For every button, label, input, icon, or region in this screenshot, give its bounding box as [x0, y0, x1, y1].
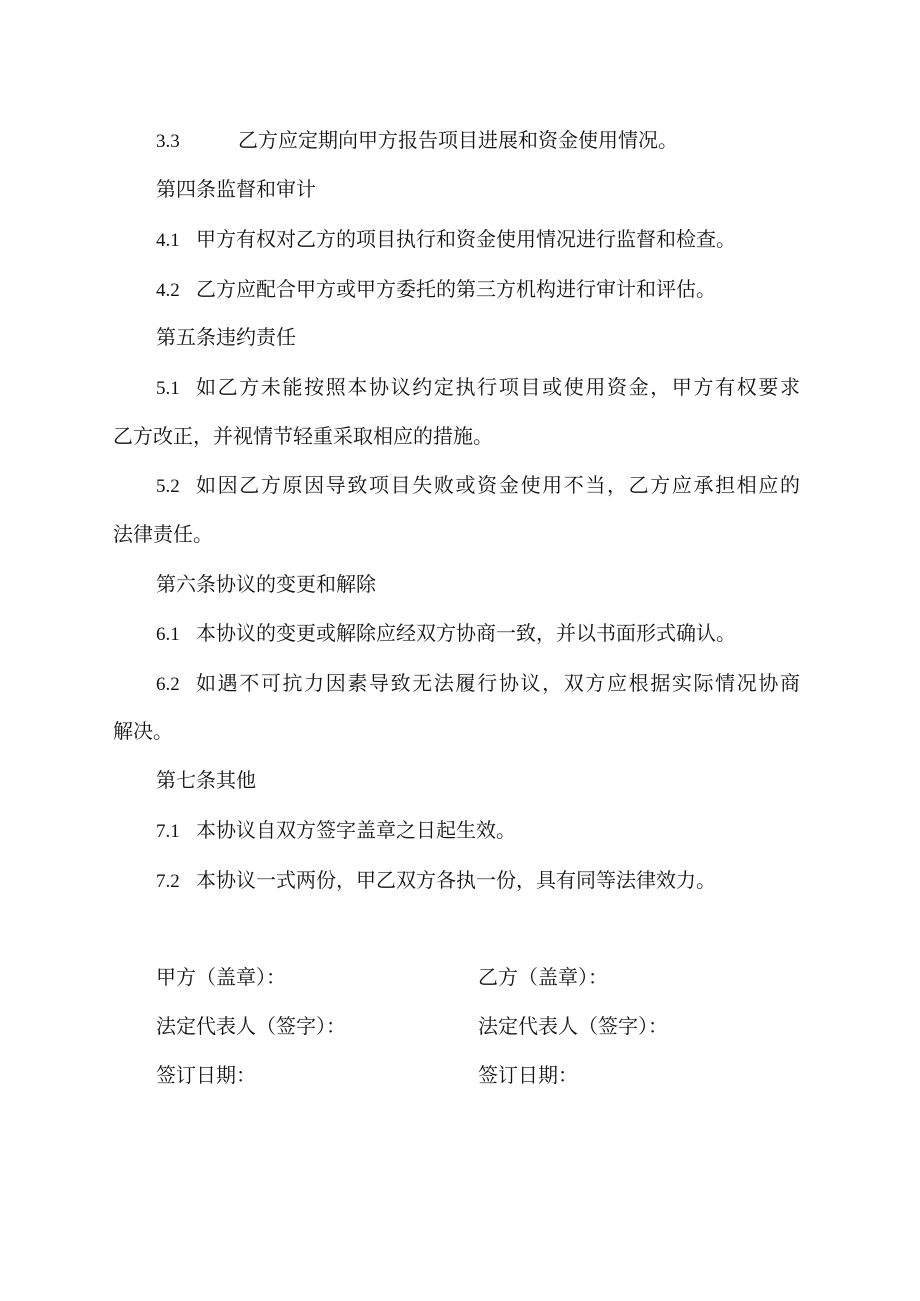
clause-number: 7.2 [156, 871, 180, 892]
clause-5-2 [156, 473, 800, 499]
party-a-seal-label: 甲方（盖章）： [156, 965, 286, 989]
clause-6-2-continued: 解决。 [113, 719, 173, 743]
party-b-representative-label: 法定代表人（签字）： [478, 1014, 668, 1038]
article-7-title: 第七条其他 [156, 768, 256, 792]
clause-number: 3.3 [156, 131, 180, 152]
clause-text: 乙方应定期向甲方报告项目进展和资金使用情况。 [238, 128, 678, 152]
clause-6-2 [156, 671, 800, 697]
clause-text: 本协议的变更或解除应经双方协商一致，并以书面形式确认。 [196, 621, 736, 645]
clause-number: 6.2 [156, 674, 180, 695]
clause-number: 5.1 [156, 378, 180, 399]
clause-6-1 [156, 621, 736, 647]
clause-number: 6.1 [156, 624, 180, 645]
clause-5-2-continued: 法律责任。 [113, 522, 213, 546]
party-a-representative-label: 法定代表人（签字）： [156, 1014, 346, 1038]
clause-7-1 [156, 818, 516, 844]
clause-7-2 [156, 868, 716, 894]
party-b-date-label: 签订日期： [478, 1063, 578, 1087]
clause-3-3 [156, 128, 678, 154]
party-a-date-label: 签订日期： [156, 1063, 256, 1087]
clause-4-1 [156, 227, 736, 253]
article-6-title: 第六条协议的变更和解除 [156, 572, 376, 596]
clause-5-1-continued: 乙方改正，并视情节轻重采取相应的措施。 [113, 424, 493, 448]
clause-text-line-1: 如因乙方原因导致项目失败或资金使用不当，乙方应承担相应的 [196, 473, 800, 497]
clause-text: 本协议自双方签字盖章之日起生效。 [196, 818, 516, 842]
article-4-title: 第四条监督和审计 [156, 177, 316, 201]
article-5-title: 第五条违约责任 [156, 325, 296, 349]
clause-number: 5.2 [156, 476, 180, 497]
party-b-seal-label: 乙方（盖章）： [478, 965, 608, 989]
clause-number: 4.2 [156, 280, 180, 301]
clause-4-2 [156, 277, 716, 303]
clause-5-1 [156, 375, 800, 401]
clause-text: 本协议一式两份，甲乙双方各执一份，具有同等法律效力。 [196, 868, 716, 892]
clause-text: 甲方有权对乙方的项目执行和资金使用情况进行监督和检查。 [196, 227, 736, 251]
clause-text-line-1: 如遇不可抗力因素导致无法履行协议，双方应根据实际情况协商 [196, 671, 800, 695]
clause-text-line-1: 如乙方未能按照本协议约定执行项目或使用资金，甲方有权要求 [196, 375, 800, 399]
clause-number: 4.1 [156, 230, 180, 251]
clause-number: 7.1 [156, 821, 180, 842]
clause-text: 乙方应配合甲方或甲方委托的第三方机构进行审计和评估。 [196, 277, 716, 301]
